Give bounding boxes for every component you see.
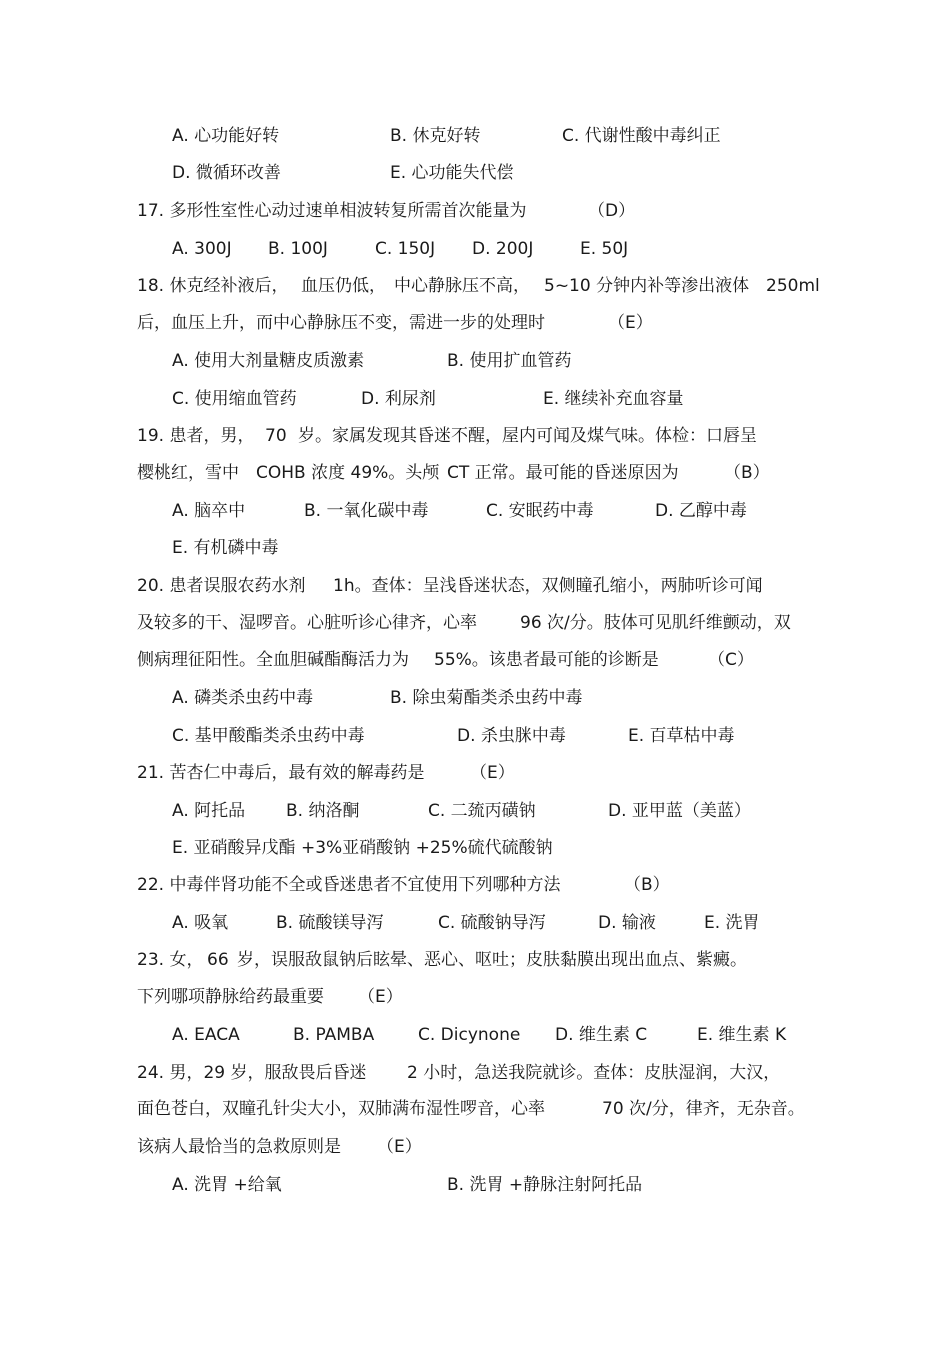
q24-stem-part1: 24. 男，29 岁，服敌畏后昏迷	[137, 1063, 367, 1083]
q21-answer: （E）	[470, 763, 515, 783]
q22-option-e: E. 洗胃	[704, 913, 760, 933]
q18-stem-part1: 18. 休克经补液后，	[137, 276, 289, 296]
q23-option-b: B. PAMBA	[293, 1025, 375, 1045]
q23-stem-part2: 66	[207, 950, 229, 970]
q22-stem-text: 22. 中毒伴肾功能不全或昏迷患者不宜使用下列哪种方法	[137, 875, 561, 895]
q24-stem-part3: 面色苍白，双瞳孔针尖大小，双肺满布湿性啰音，心率	[137, 1099, 545, 1119]
q19-stem-part1: 19. 患者，男，	[137, 426, 255, 446]
q17-option-d: D. 200J	[472, 239, 534, 259]
q19-option-e: E. 有机磷中毒	[172, 538, 279, 558]
q23-answer: （E）	[358, 987, 403, 1007]
q17-option-e: E. 50J	[580, 239, 629, 259]
q23-option-e: E. 维生素 K	[697, 1025, 787, 1045]
q19-option-d: D. 乙醇中毒	[655, 501, 747, 521]
q19-option-a: A. 脑卒中	[172, 501, 246, 521]
q18-option-b: B. 使用扩血管药	[447, 351, 572, 371]
q22-option-d: D. 输液	[598, 913, 656, 933]
q20-stem-part2: 1h。查体：呈浅昏迷状态，双侧瞳孔缩小，两肺听诊可闻	[333, 576, 763, 596]
q18-answer: （E）	[608, 313, 653, 333]
q20-option-b: B. 除虫菊酯类杀虫药中毒	[390, 688, 583, 708]
q20-option-a: A. 磷类杀虫药中毒	[172, 688, 314, 708]
q21-option-e: E. 亚硝酸异戊酯 +3%亚硝酸钠 +25%硫代硫酸钠	[172, 838, 553, 858]
q18-option-a: A. 使用大剂量糖皮质激素	[172, 351, 365, 371]
q18-stem-part6: 后，血压上升，而中心静脉压不变，需进一步的处理时	[137, 313, 545, 333]
q19-stem-part3: 岁。家属发现其昏迷不醒，屋内可闻及煤气味。体检：口唇呈	[298, 426, 757, 446]
q24-option-a: A. 洗胃 +给氧	[172, 1175, 282, 1195]
q18-stem-part3: 中心静脉压不高，	[394, 276, 530, 296]
q18-option-c: C. 使用缩血管药	[172, 389, 297, 409]
q21-option-d: D. 亚甲蓝（美蓝）	[608, 801, 751, 821]
q20-stem-part4: 96 次/分。肢体可见肌纤维颤动，双	[520, 613, 791, 633]
q24-stem-part2: 2 小时，急送我院就诊。查体：皮肤湿润，大汉，	[407, 1063, 781, 1083]
q20-answer: （C）	[708, 650, 754, 670]
q23-option-d: D. 维生素 C	[555, 1025, 648, 1045]
q17-option-a: A. 300J	[172, 239, 232, 259]
q20-stem-part5: 侧病理征阳性。全血胆碱酯酶活力为	[137, 650, 409, 670]
q24-answer: （E）	[377, 1137, 422, 1157]
q20-option-e: E. 百草枯中毒	[628, 726, 735, 746]
q19-answer: （B）	[724, 463, 770, 483]
q16-option-b: B. 休克好转	[390, 126, 481, 146]
q16-option-a: A. 心功能好转	[172, 126, 280, 146]
q18-stem-part2: 血压仍低，	[301, 276, 386, 296]
q18-option-e: E. 继续补充血容量	[543, 389, 684, 409]
q23-stem-part3: 岁，误服敌鼠钠后眩晕、恶心、呕吐；皮肤黏膜出现出血点、紫癜。	[237, 950, 747, 970]
q23-stem-part4: 下列哪项静脉给药最重要	[137, 987, 324, 1007]
q24-stem-part4: 70 次/分，律齐，无杂音。	[602, 1099, 805, 1119]
q19-option-b: B. 一氧化碳中毒	[304, 501, 429, 521]
q23-option-a: A. EACA	[172, 1025, 240, 1045]
q20-option-d: D. 杀虫脒中毒	[457, 726, 566, 746]
q24-stem-part5: 该病人最恰当的急救原则是	[137, 1137, 341, 1157]
q17-stem-text: 17. 多形性室性心动过速单相波转复所需首次能量为	[137, 201, 527, 221]
q19-stem-part5: COHB 浓度 49%。头颅	[256, 463, 440, 483]
q22-option-c: C. 硫酸钠导泻	[438, 913, 546, 933]
q19-option-c: C. 安眠药中毒	[486, 501, 594, 521]
q22-option-b: B. 硫酸镁导泻	[276, 913, 384, 933]
q20-stem-part6: 55%。该患者最可能的诊断是	[434, 650, 659, 670]
q18-stem-part5: 250ml	[766, 276, 820, 296]
q21-option-b: B. 纳洛酮	[286, 801, 360, 821]
q23-stem-part1: 23. 女，	[137, 950, 204, 970]
q17-option-c: C. 150J	[375, 239, 436, 259]
q16-option-c: C. 代谢性酸中毒纠正	[562, 126, 721, 146]
q19-stem-part2: 70	[265, 426, 287, 446]
q21-option-a: A. 阿托品	[172, 801, 246, 821]
q20-stem-part1: 20. 患者误服农药水剂	[137, 576, 306, 596]
q20-stem-part3: 及较多的干、湿啰音。心脏听诊心律齐，心率	[137, 613, 477, 633]
q19-stem-part6: CT 正常。最可能的昏迷原因为	[447, 463, 679, 483]
q16-option-d: D. 微循环改善	[172, 163, 281, 183]
q19-stem-part4: 樱桃红，雪中	[137, 463, 239, 483]
q18-option-d: D. 利尿剂	[361, 389, 436, 409]
q17-option-b: B. 100J	[268, 239, 328, 259]
q23-option-c: C. Dicynone	[418, 1025, 521, 1045]
q18-stem-part4: 5~10 分钟内补等渗出液体	[544, 276, 750, 296]
q24-option-b: B. 洗胃 +静脉注射阿托品	[447, 1175, 643, 1195]
q21-option-c: C. 二巯丙磺钠	[428, 801, 536, 821]
q17-answer: （D）	[588, 201, 636, 221]
q20-option-c: C. 基甲酸酯类杀虫药中毒	[172, 726, 365, 746]
q22-option-a: A. 吸氧	[172, 913, 229, 933]
q22-answer: （B）	[624, 875, 670, 895]
q21-stem-text: 21. 苦杏仁中毒后，最有效的解毒药是	[137, 763, 425, 783]
q16-option-e: E. 心功能失代偿	[390, 163, 514, 183]
